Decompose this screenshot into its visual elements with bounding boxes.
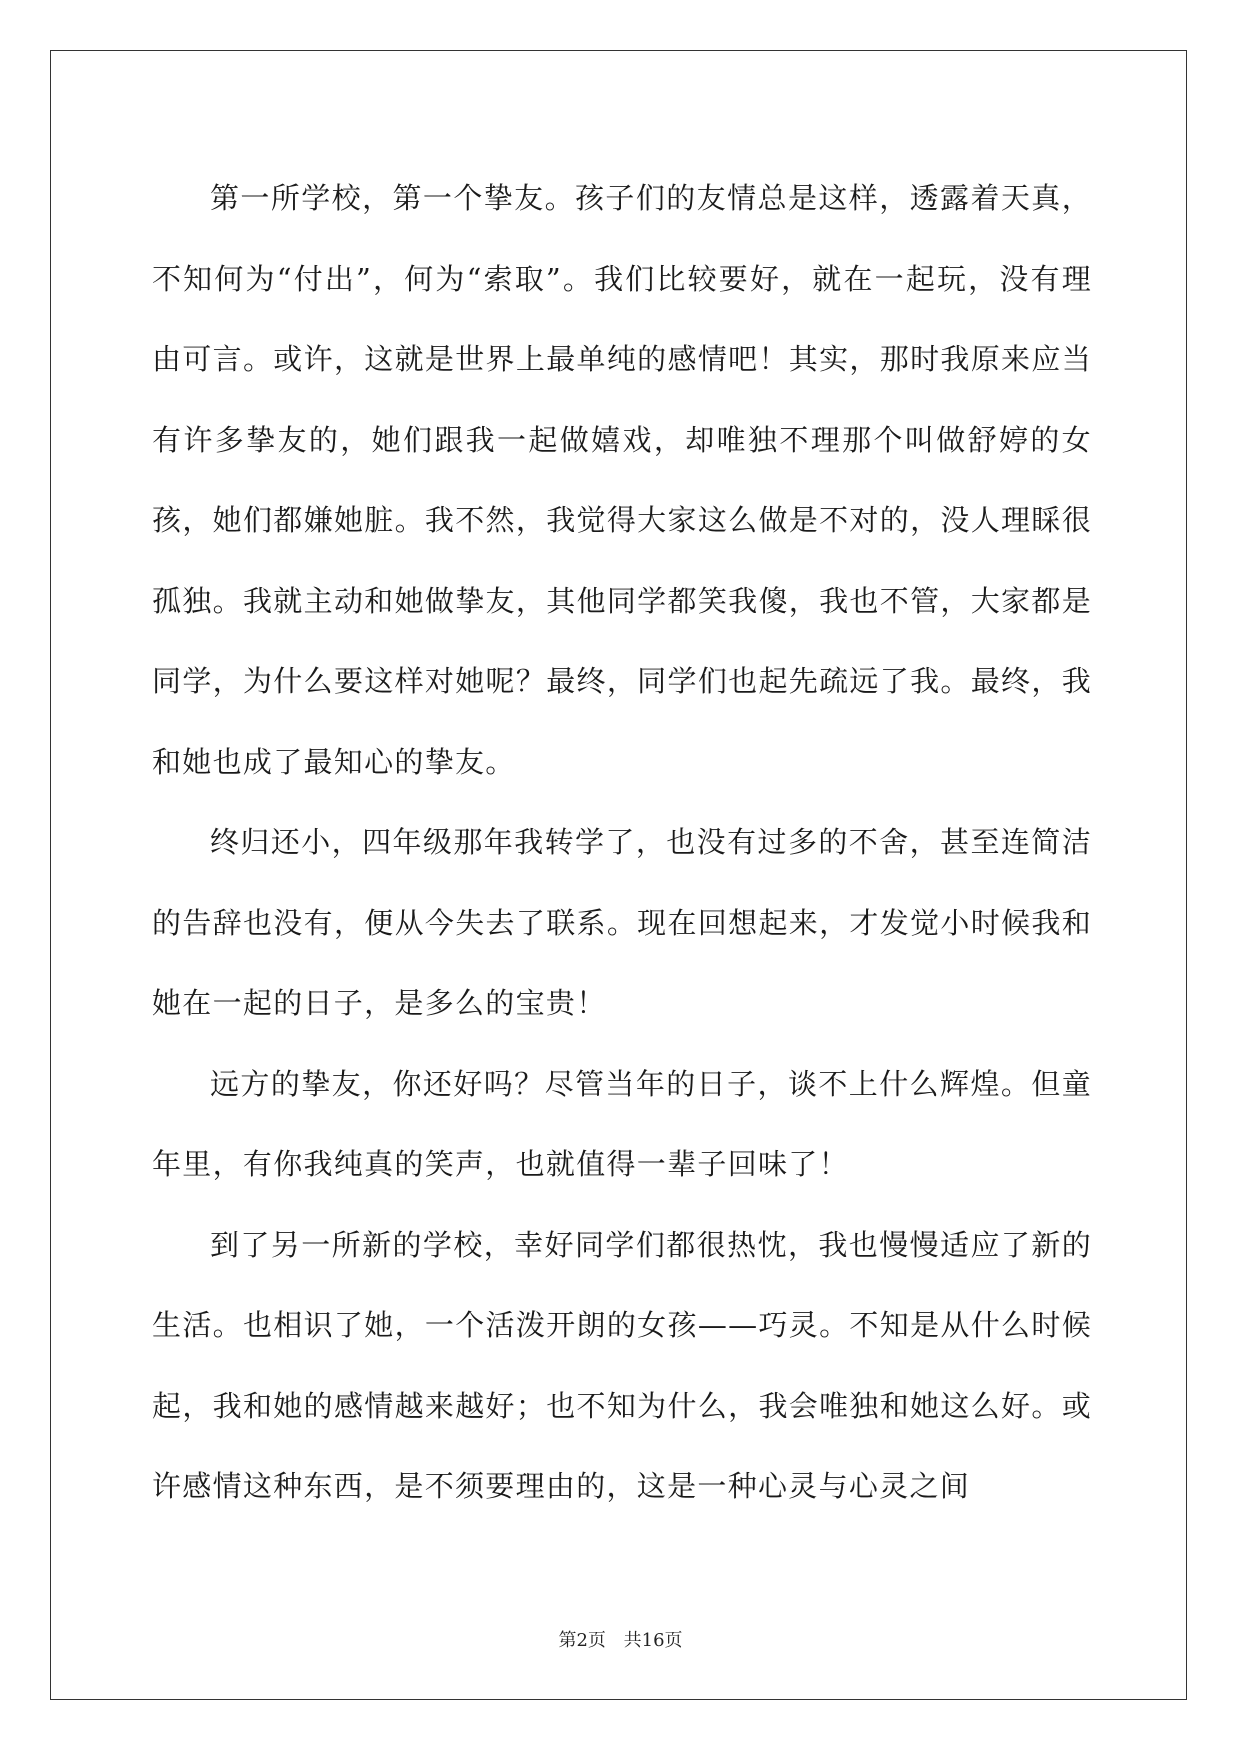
paragraph-2: 终归还小，四年级那年我转学了，也没有过多的不舍，甚至连简洁的告辞也没有，便从今失去了联系。现在回想起来，才发觉小时候我和她在一起的日子，是多么的宝贵！: [152, 825, 1092, 1020]
paragraph-1: 第一所学校，第一个挚友。孩子们的友情总是这样，透露着天真，不知何为“付出”，何为“索取”。我们比较要好，就在一起玩，没有理由可言。或许，这就是世界上最单纯的感情吧！其实，那时我原来应当有许多挚友的，她们跟我一起做嬉戏，却唯独不理那个叫做舒婷的女孩，她们都嫌她脏。我不然，我觉得大家这么做是不对的，没人理睬很孤独。我就主动和她做挚友，其他同学都笑我傻，我也不管，大家都是同学，为什么要这样对她呢？最终，同学们也起先疏远了我。最终，我和她也成了最知心的挚友。: [152, 181, 1092, 779]
page-number: 第2页: [558, 1630, 606, 1651]
page-total: 共16页: [623, 1630, 683, 1651]
paragraph-3: 远方的挚友，你还好吗？尽管当年的日子，谈不上什么辉煌。但童年里，有你我纯真的笑声，也就值得一辈子回味了！: [152, 1066, 1092, 1181]
page-footer: [0, 1626, 1241, 1652]
document-body: [152, 158, 1092, 1527]
paragraph-4: 到了另一所新的学校，幸好同学们都很热忱，我也慢慢适应了新的生活。也相识了她，一个活泼开朗的女孩——巧灵。不知是从什么时候起，我和她的感情越来越好；也不知为什么，我会唯独和她这么好。或许感情这种东西，是不须要理由的，这是一种心灵与心灵之间: [152, 1227, 1092, 1503]
